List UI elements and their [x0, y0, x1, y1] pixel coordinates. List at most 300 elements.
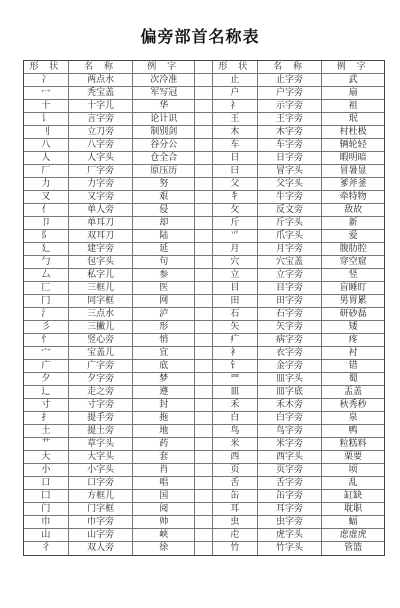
radical-shape-left: 门 — [24, 503, 69, 515]
radical-shape-right: 父 — [213, 178, 258, 190]
table-row — [24, 100, 384, 113]
column-gap — [195, 490, 213, 502]
table-row — [24, 412, 384, 425]
radical-name-right: 米字旁 — [258, 438, 323, 450]
radical-shape-right: 穴 — [213, 256, 258, 268]
radical-shape-right: 皿 — [213, 386, 258, 398]
table-row — [24, 87, 384, 100]
radical-name-right: 反文旁 — [258, 204, 323, 216]
table-row — [24, 490, 384, 503]
radical-example-left: 次冷准 — [133, 74, 195, 86]
radical-example-left: 阅 — [133, 503, 195, 515]
table-row — [24, 165, 384, 178]
radical-name-right: 爪字头 — [258, 230, 323, 242]
radical-example-right: 腹肋腔 — [339, 244, 367, 254]
table-row — [24, 321, 384, 334]
radical-shape-right: 白 — [213, 412, 258, 424]
radical-name-right: 示字旁 — [258, 100, 323, 112]
radical-name-left: 私字儿 — [69, 269, 134, 281]
radical-shape-right: 曰 — [213, 165, 258, 177]
radical-name-right: 冒字头 — [258, 165, 323, 177]
radical-example-left: 峡 — [133, 529, 195, 541]
table-header-row — [24, 61, 384, 74]
radical-example-right: 耽职 — [344, 504, 363, 514]
radical-shape-right: 矢 — [213, 321, 258, 333]
radical-name-right: 目字旁 — [258, 282, 323, 294]
header-name-right: 名 称 — [258, 61, 323, 73]
radical-name-left: 又字旁 — [69, 191, 134, 203]
radical-shape-left: 忄 — [24, 334, 69, 346]
radical-example-right: 蝠 — [348, 517, 358, 527]
radical-example-right: 错 — [348, 361, 358, 371]
table-row — [24, 191, 384, 204]
radical-example-left: 仓全合 — [133, 152, 195, 164]
radical-example-left: 华 — [133, 100, 195, 112]
radical-name-left: 双耳刀 — [69, 230, 134, 242]
radical-shape-right: 禾 — [213, 399, 258, 411]
radical-shape-left: 彳 — [24, 542, 69, 555]
table-row — [24, 334, 384, 347]
radical-example-right: 祖 — [348, 101, 358, 111]
radical-shape-right: 礻 — [213, 100, 258, 112]
radical-name-left: 大字头 — [69, 451, 134, 463]
radical-example-right: 秋秀秒 — [339, 400, 367, 410]
header-example-right: 例 字 — [336, 62, 370, 72]
radical-name-right: 竹字头 — [258, 542, 323, 555]
radical-example-left: 地 — [133, 425, 195, 437]
column-gap — [195, 87, 213, 99]
radical-shape-left: 匚 — [24, 282, 69, 294]
table-row — [24, 542, 384, 555]
radical-table — [23, 60, 385, 556]
radical-shape-left: 小 — [24, 464, 69, 476]
radical-shape-left: 冫 — [24, 74, 69, 86]
column-gap — [195, 464, 213, 476]
column-gap — [195, 412, 213, 424]
radical-name-left: 立刀旁 — [69, 126, 134, 138]
radical-shape-right: 米 — [213, 438, 258, 450]
radical-example-right: 男胃累 — [339, 296, 367, 306]
radical-name-left: 两点水 — [69, 74, 134, 86]
radical-shape-left: 氵 — [24, 308, 69, 320]
radical-shape-right: 缶 — [213, 490, 258, 502]
column-gap — [195, 165, 213, 177]
column-gap — [195, 438, 213, 450]
radical-shape-left: 力 — [24, 178, 69, 190]
radical-example-left: 原压历 — [133, 165, 195, 177]
radical-example-right: 爹斧釜 — [339, 179, 367, 189]
radical-name-right: 虎字头 — [258, 529, 323, 541]
radical-example-left: 唱 — [133, 477, 195, 489]
table-row — [24, 373, 384, 386]
table-row — [24, 178, 384, 191]
radical-shape-left: 广 — [24, 360, 69, 372]
column-gap — [195, 477, 213, 489]
radical-shape-left: 艹 — [24, 438, 69, 450]
radical-example-right: 研砂磊 — [339, 309, 367, 319]
radical-name-left: 走之旁 — [69, 386, 134, 398]
radical-shape-left: 土 — [24, 425, 69, 437]
radical-shape-right: 石 — [213, 308, 258, 320]
radical-example-left: 国 — [133, 490, 195, 502]
radical-example-left: 悄 — [133, 334, 195, 346]
radical-name-left: 寸字旁 — [69, 399, 134, 411]
column-gap — [195, 243, 213, 255]
radical-example-left: 论计识 — [133, 113, 195, 125]
table-row — [24, 308, 384, 321]
column-gap — [195, 100, 213, 112]
column-gap — [195, 74, 213, 86]
column-gap — [195, 256, 213, 268]
radical-example-left: 梦 — [133, 373, 195, 385]
radical-shape-left: 厶 — [24, 269, 69, 281]
radical-name-left: 竖心旁 — [69, 334, 134, 346]
radical-example-right: 敌故 — [344, 205, 363, 215]
table-row — [24, 217, 384, 230]
radical-shape-left: 彡 — [24, 321, 69, 333]
table-row — [24, 386, 384, 399]
column-gap — [195, 399, 213, 411]
radical-example-right: 疼 — [348, 335, 358, 345]
radical-example-right: 冒暑显 — [339, 166, 367, 176]
radical-shape-left: 扌 — [24, 412, 69, 424]
radical-example-left: 艰 — [133, 191, 195, 203]
radical-name-right: 斤字头 — [258, 217, 323, 229]
radical-example-right: 穿空窟 — [339, 257, 367, 267]
radical-example-left: 肖 — [133, 464, 195, 476]
radical-example-left: 军写冠 — [133, 87, 195, 99]
table-row — [24, 295, 384, 308]
radical-example-right: 衬 — [348, 348, 358, 358]
radical-example-right: 武 — [348, 75, 358, 85]
radical-example-right: 盂盖 — [344, 387, 363, 397]
radical-example-left: 遵 — [133, 386, 195, 398]
radical-example-right: 栗要 — [344, 452, 363, 462]
header-example-left: 例 字 — [133, 61, 195, 73]
radical-example-left: 徐 — [133, 542, 195, 555]
radical-name-right: 虫字旁 — [258, 516, 323, 528]
radical-name-right: 禾木旁 — [258, 399, 323, 411]
radical-name-left: 人字头 — [69, 152, 134, 164]
radical-example-right: 珉 — [348, 114, 358, 124]
column-gap — [195, 230, 213, 242]
radical-name-right: 缶字旁 — [258, 490, 323, 502]
table-row — [24, 529, 384, 542]
column-gap — [195, 542, 213, 555]
radical-shape-right: 衤 — [213, 347, 258, 359]
radical-example-left: 封 — [133, 399, 195, 411]
radical-name-right: 田字旁 — [258, 295, 323, 307]
radical-shape-left: 山 — [24, 529, 69, 541]
radical-name-right: 立字旁 — [258, 269, 323, 281]
radical-shape-left: 廴 — [24, 243, 69, 255]
radical-name-right: 舌字旁 — [258, 477, 323, 489]
table-row — [24, 477, 384, 490]
column-gap — [195, 425, 213, 437]
radical-shape-right: 目 — [213, 282, 258, 294]
radical-shape-left: 十 — [24, 100, 69, 112]
table-row — [24, 464, 384, 477]
radical-example-right: 辆轮轻 — [339, 140, 367, 150]
radical-example-right: 鸭 — [348, 426, 358, 436]
radical-name-left: 力字旁 — [69, 178, 134, 190]
radical-name-left: 三点水 — [69, 308, 134, 320]
column-gap — [195, 308, 213, 320]
radical-name-right: 牛字旁 — [258, 191, 323, 203]
column-gap — [195, 204, 213, 216]
radical-name-right: 白字旁 — [258, 412, 323, 424]
radical-name-right: 王字旁 — [258, 113, 323, 125]
radical-name-left: 巾字旁 — [69, 516, 134, 528]
radical-example-left: 帅 — [133, 516, 195, 528]
radical-example-right: 牵特物 — [339, 192, 367, 202]
column-gap — [195, 373, 213, 385]
column-gap — [195, 321, 213, 333]
column-gap — [195, 360, 213, 372]
radical-name-left: 山字旁 — [69, 529, 134, 541]
radical-example-left: 制别剑 — [133, 126, 195, 138]
radical-example-left: 套 — [133, 451, 195, 463]
radical-name-right: 皿字底 — [258, 386, 323, 398]
table-row — [24, 256, 384, 269]
radical-shape-left: 人 — [24, 152, 69, 164]
radical-shape-left: 又 — [24, 191, 69, 203]
table-row — [24, 269, 384, 282]
radical-name-right: 父字头 — [258, 178, 323, 190]
radical-shape-right: 户 — [213, 87, 258, 99]
radical-name-right: 皿字头 — [258, 373, 323, 385]
column-gap — [195, 126, 213, 138]
radical-name-right: 金字旁 — [258, 360, 323, 372]
table-row — [24, 230, 384, 243]
radical-name-right: 穴宝盖 — [258, 256, 323, 268]
radical-example-right: 缸缺 — [344, 491, 363, 501]
radical-name-left: 双人旁 — [69, 542, 134, 555]
radical-name-left: 厂字旁 — [69, 165, 134, 177]
radical-name-right: 矢字旁 — [258, 321, 323, 333]
radical-shape-right: 牜 — [213, 191, 258, 203]
radical-name-left: 单耳刀 — [69, 217, 134, 229]
radical-example-left: 努 — [133, 178, 195, 190]
radical-shape-left: 夕 — [24, 373, 69, 385]
radical-example-left: 底 — [133, 360, 195, 372]
column-gap — [195, 191, 213, 203]
radical-name-right: 耳字旁 — [258, 503, 323, 515]
table-row — [24, 347, 384, 360]
radical-example-left: 网 — [133, 295, 195, 307]
radical-example-left: 侵 — [133, 204, 195, 216]
table-row — [24, 360, 384, 373]
radical-shape-left: 寸 — [24, 399, 69, 411]
radical-shape-right: 斤 — [213, 217, 258, 229]
radical-shape-right: 爫 — [213, 230, 258, 242]
radical-name-left: 草字头 — [69, 438, 134, 450]
radical-name-right: 户字旁 — [258, 87, 323, 99]
radical-name-right: 日字旁 — [258, 152, 323, 164]
table-row — [24, 126, 384, 139]
column-gap — [195, 451, 213, 463]
radical-shape-left: 阝 — [24, 230, 69, 242]
radical-name-left: 八字旁 — [69, 139, 134, 151]
table-row — [24, 282, 384, 295]
column-gap — [195, 217, 213, 229]
column-gap — [195, 282, 213, 294]
radical-shape-left: 囗 — [24, 490, 69, 502]
table-row — [24, 204, 384, 217]
radical-example-right: 新 — [348, 218, 358, 228]
table-row — [24, 113, 384, 126]
radical-name-left: 三框儿 — [69, 282, 134, 294]
radical-example-right: 管篮 — [344, 543, 363, 553]
radical-example-right: 乱 — [348, 478, 358, 488]
radical-example-left: 谷分公 — [133, 139, 195, 151]
radical-example-left: 句 — [133, 256, 195, 268]
radical-example-left: 参 — [133, 269, 195, 281]
column-gap — [195, 178, 213, 190]
header-shape-right: 形 状 — [213, 61, 258, 73]
table-row — [24, 74, 384, 87]
radical-shape-left: 辶 — [24, 386, 69, 398]
radical-example-left: 宜 — [133, 347, 195, 359]
column-gap — [195, 152, 213, 164]
radical-example-right: 爱 — [348, 231, 358, 241]
radical-shape-right: 木 — [213, 126, 258, 138]
table-row — [24, 243, 384, 256]
radical-name-left: 门字框 — [69, 503, 134, 515]
radical-name-right: 西字头 — [258, 451, 323, 463]
radical-shape-left: 巾 — [24, 516, 69, 528]
table-body — [24, 74, 384, 555]
radical-shape-right: 西 — [213, 451, 258, 463]
radical-name-right: 月字旁 — [258, 243, 323, 255]
radical-shape-left: 讠 — [24, 113, 69, 125]
radical-example-right: 扇 — [348, 88, 358, 98]
radical-example-right: 粒糕料 — [339, 439, 367, 449]
table-row — [24, 438, 384, 451]
radical-example-left: 医 — [133, 282, 195, 294]
radical-name-left: 口字旁 — [69, 477, 134, 489]
radical-shape-left: 冂 — [24, 295, 69, 307]
radical-shape-left: 亻 — [24, 204, 69, 216]
column-gap — [195, 503, 213, 515]
radical-name-left: 建字旁 — [69, 243, 134, 255]
radical-shape-left: 厂 — [24, 165, 69, 177]
column-gap — [195, 61, 213, 73]
radical-shape-right: 疒 — [213, 334, 258, 346]
radical-name-right: 页字旁 — [258, 464, 323, 476]
radical-name-left: 秃宝盖 — [69, 87, 134, 99]
radical-example-left: 陆 — [133, 230, 195, 242]
radical-shape-right: 王 — [213, 113, 258, 125]
radical-example-right: 矮 — [348, 322, 358, 332]
radical-name-left: 言字旁 — [69, 113, 134, 125]
radical-shape-right: 攵 — [213, 204, 258, 216]
column-gap — [195, 139, 213, 151]
table-row — [24, 503, 384, 516]
radical-name-right: 鸟字旁 — [258, 425, 323, 437]
radical-name-left: 同字框 — [69, 295, 134, 307]
radical-example-right: 虑虚虎 — [339, 530, 367, 540]
radical-name-left: 方框儿 — [69, 490, 134, 502]
radical-shape-right: 耳 — [213, 503, 258, 515]
column-gap — [195, 516, 213, 528]
radical-name-left: 宝盖儿 — [69, 347, 134, 359]
radical-name-left: 提土旁 — [69, 425, 134, 437]
table-row — [24, 516, 384, 529]
radical-name-right: 车字旁 — [258, 139, 323, 151]
radical-shape-left: 冖 — [24, 87, 69, 99]
radical-shape-left: 八 — [24, 139, 69, 151]
radical-shape-left: 口 — [24, 477, 69, 489]
radical-shape-right: 虍 — [213, 529, 258, 541]
radical-name-left: 广字旁 — [69, 360, 134, 372]
radical-name-right: 止字旁 — [258, 74, 323, 86]
radical-name-left: 单人旁 — [69, 204, 134, 216]
radical-example-right: 蜀 — [348, 374, 358, 384]
radical-shape-left: 宀 — [24, 347, 69, 359]
column-gap — [195, 347, 213, 359]
radical-name-right: 衣字旁 — [258, 347, 323, 359]
radical-shape-right: 止 — [213, 74, 258, 86]
column-gap — [195, 295, 213, 307]
radical-name-left: 小字头 — [69, 464, 134, 476]
radical-name-right: 石字旁 — [258, 308, 323, 320]
radical-example-left: 拖 — [133, 412, 195, 424]
column-gap — [195, 334, 213, 346]
radical-example-right: 村杜极 — [339, 127, 367, 137]
radical-shape-left: 大 — [24, 451, 69, 463]
radical-example-right: 泉 — [348, 413, 358, 423]
column-gap — [195, 529, 213, 541]
column-gap — [195, 386, 213, 398]
radical-name-left: 包字头 — [69, 256, 134, 268]
radical-shape-right: 鸟 — [213, 425, 258, 437]
radical-example-left: 却 — [133, 217, 195, 229]
radical-name-left: 三撇儿 — [69, 321, 134, 333]
radical-example-left: 药 — [133, 438, 195, 450]
radical-shape-right: 虫 — [213, 516, 258, 528]
radical-example-right: 盲睡盯 — [339, 283, 367, 293]
radical-shape-right: 舌 — [213, 477, 258, 489]
radical-shape-right: 竹 — [213, 542, 258, 555]
radical-shape-left: 勹 — [24, 256, 69, 268]
radical-shape-left: 刂 — [24, 126, 69, 138]
table-row — [24, 399, 384, 412]
radical-shape-right: 页 — [213, 464, 258, 476]
header-shape-left: 形 状 — [24, 61, 69, 73]
radical-name-left: 十字儿 — [69, 100, 134, 112]
radical-name-right: 病字旁 — [258, 334, 323, 346]
table-row — [24, 152, 384, 165]
radical-example-left: 延 — [133, 243, 195, 255]
radical-example-left: 形 — [133, 321, 195, 333]
radical-shape-right: 钅 — [213, 360, 258, 372]
radical-name-left: 提手旁 — [69, 412, 134, 424]
radical-shape-right: 月 — [213, 243, 258, 255]
table-row — [24, 425, 384, 438]
radical-example-right: 竖 — [348, 270, 358, 280]
radical-example-right: 暇明暗 — [339, 153, 367, 163]
radical-example-left: 泸 — [133, 308, 195, 320]
radical-shape-right: 立 — [213, 269, 258, 281]
column-gap — [195, 269, 213, 281]
radical-name-left: 夕字旁 — [69, 373, 134, 385]
radical-shape-right: 罒 — [213, 373, 258, 385]
table-row — [24, 451, 384, 464]
radical-example-right: 顷 — [348, 465, 358, 475]
radical-shape-right: 车 — [213, 139, 258, 151]
radical-name-right: 木字旁 — [258, 126, 323, 138]
